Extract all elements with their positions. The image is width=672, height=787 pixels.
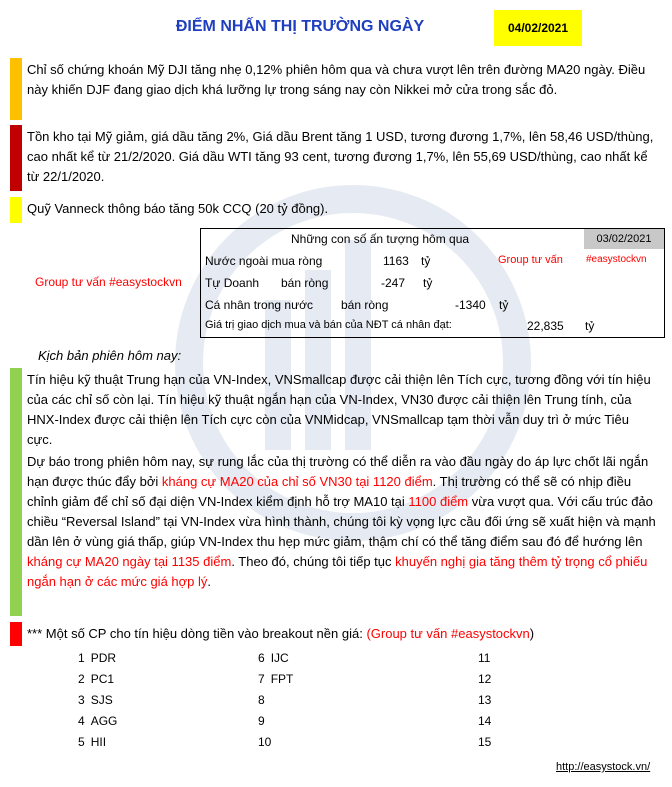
foreign-value: 1163 [383, 254, 409, 268]
indiv-unit: tỷ [499, 298, 509, 312]
stock-index: 14 [478, 714, 492, 728]
numbers-table [200, 228, 665, 338]
stock-index: 7 [258, 672, 265, 686]
stock-row [258, 672, 293, 686]
stock-index: 12 [478, 672, 492, 686]
highlight-stripe [10, 58, 22, 120]
stock-index: 6 [258, 651, 265, 665]
stock-row [478, 651, 490, 665]
stock-row [258, 693, 265, 707]
stocks-stripe [10, 622, 22, 646]
foreign-label: Nước ngoài mua ròng [205, 254, 323, 268]
table-group: Group tư vấn [498, 254, 563, 266]
group-label: Group tư vấn #easystockvn [35, 275, 182, 289]
stock-ticker: FPT [270, 672, 294, 686]
stock-index: 8 [258, 693, 265, 707]
page-title: ĐIỂM NHẤN THỊ TRƯỜNG NGÀY [175, 18, 425, 35]
highlight-stripe [10, 197, 22, 223]
indiv-label: Cá nhân trong nước [205, 298, 313, 312]
stock-index: 4 [78, 714, 85, 728]
stock-ticker: HII [90, 735, 107, 749]
header-date: 04/02/2021 [494, 10, 582, 46]
highlight-red: khuyến nghị gia tăng thêm tỷ trọng cổ phiếu ngắn hạn ở các mức giá hợp lý [27, 554, 648, 589]
stock-row [478, 672, 491, 686]
stock-ticker: PDR [90, 651, 117, 665]
stock-ticker: IJC [270, 651, 289, 665]
scenario-stripe [10, 368, 22, 616]
stock-ticker: SJS [90, 693, 113, 707]
highlight-item: Tồn kho tại Mỹ giảm, giá dầu tăng 2%, Giá dầu Brent tăng 1 USD, tương đương 1,7%, lên 58,46 USD/thùng, cao nhất kể từ 21/2/2020. Giá dầu WTI tăng 93 cent, tương đương 1,7%, lên 55,69 USD/thùng, cao nhất kể từ 22/1/2020. [27, 129, 654, 184]
scenario-paragraph-2: Dự báo trong phiên hôm nay, sự rung lắc của thị trường có thể diễn ra vào đầu ngày do áp lực chốt lãi ngắn hạn được thúc đẩy bởi kháng cự MA20 của chỉ số VN30 tại 1120 điểm. Thị trường có thể sẽ có nhịp điều chỉnh giảm để chỉ số đại diện VN-Index kiểm định hỗ trợ MA10 tại 1100 điểm vừa vượt qua. Với cấu trúc đảo chiều “Reversal Island” tại VN-Index vừa hình thành, chúng tôi kỳ vọng lực cầu đối ứng sẽ xuất hiện và mạnh dần lên ở vùng giá thấp, giúp VN-Index thu hẹp mức giảm, thậm chí có thể tăng điểm sau đó để hướng lên kháng cự MA20 ngày tại 1135 điểm. Theo đó, chúng tôi tiếp tục khuyến nghị gia tăng thêm tỷ trọng cổ phiếu ngắn hạn ở các mức giá hợp lý. [27, 454, 656, 589]
highlight-item: Quỹ Vanneck thông báo tăng 50k CCQ (20 tỷ đồng). [27, 201, 329, 216]
indiv-label-2: bán ròng [341, 298, 389, 312]
stock-row [78, 714, 117, 728]
highlight-item: Chỉ số chứng khoán Mỹ DJI tăng nhẹ 0,12% phiên hôm qua và chưa vượt lên trên đường MA20 ngày. Điều này khiến DJF đang giao dịch khá lưỡng lự trong sáng nay còn Nikkei mở cửa trong sắc đỏ. [27, 62, 646, 97]
stock-index: 11 [478, 651, 491, 665]
highlight-red: kháng cự MA20 của chỉ số VN30 tại 1120 điểm [161, 474, 433, 489]
prop-unit: tỷ [423, 276, 433, 290]
stocks-intro: *** Một số CP cho tín hiệu dòng tiền vào breakout nền giá: (Group tư vấn #easystockvn) [27, 626, 535, 641]
stock-row [258, 651, 289, 665]
table-tag: #easystockvn [586, 254, 647, 265]
stock-index: 2 [78, 672, 85, 686]
highlight-red: kháng cự MA20 ngày tại 1135 điểm [27, 554, 232, 569]
website-link[interactable]: http://easystock.vn/ [556, 761, 651, 773]
prop-label: Tự Doanh [205, 276, 260, 290]
scenario-heading: Kịch bản phiên hôm nay: [38, 348, 182, 363]
stock-row [258, 714, 265, 728]
table-title: Những con số ấn tượng hôm qua [291, 232, 470, 246]
stock-row [258, 735, 271, 749]
value-label: Giá trị giao dịch mua và bán của NĐT cá nhân đạt: [205, 319, 452, 331]
stock-row [478, 693, 491, 707]
stock-row [78, 672, 114, 686]
stocks-group: (Group tư vấn #easystockvn [366, 626, 530, 641]
prop-value: -247 [381, 276, 406, 290]
stock-index: 9 [258, 714, 265, 728]
table-row [205, 254, 322, 268]
table-date: 03/02/2021 [584, 229, 664, 249]
scenario-paragraph-1: Tín hiệu kỹ thuật Trung hạn của VN-Index, VNSmallcap được cải thiện lên Tích cực, tương đồng với tín hiệu của các chỉ số còn lại. Tín hiệu kỹ thuật ngắn hạn của VN-Index, VN30 được cải thiện lên Trung tính, của HNX-Index được cải thiện lên Tích cực còn của VNMidcap, VNSmallcap tạm thời vẫn duy trì ở mức Tiêu cực. [27, 372, 651, 447]
stock-index: 10 [258, 735, 272, 749]
stock-row [78, 693, 113, 707]
stock-index: 5 [78, 735, 85, 749]
highlight-stripe [10, 125, 22, 191]
highlight-red: 1100 điểm [408, 494, 469, 509]
stock-index: 15 [478, 735, 492, 749]
value-value: 22,835 [527, 319, 564, 333]
stock-row [78, 651, 116, 665]
stock-index: 13 [478, 693, 492, 707]
stock-index: 3 [78, 693, 85, 707]
stock-row [78, 735, 106, 749]
prop-label-2: bán ròng [281, 276, 329, 290]
stock-ticker: PC1 [90, 672, 115, 686]
foreign-unit: tỷ [421, 254, 431, 268]
stock-row [478, 714, 491, 728]
stock-ticker: AGG [90, 714, 118, 728]
stock-row [478, 735, 491, 749]
stock-index: 1 [78, 651, 85, 665]
indiv-value: -1340 [455, 298, 486, 312]
value-unit: tỷ [585, 319, 595, 333]
